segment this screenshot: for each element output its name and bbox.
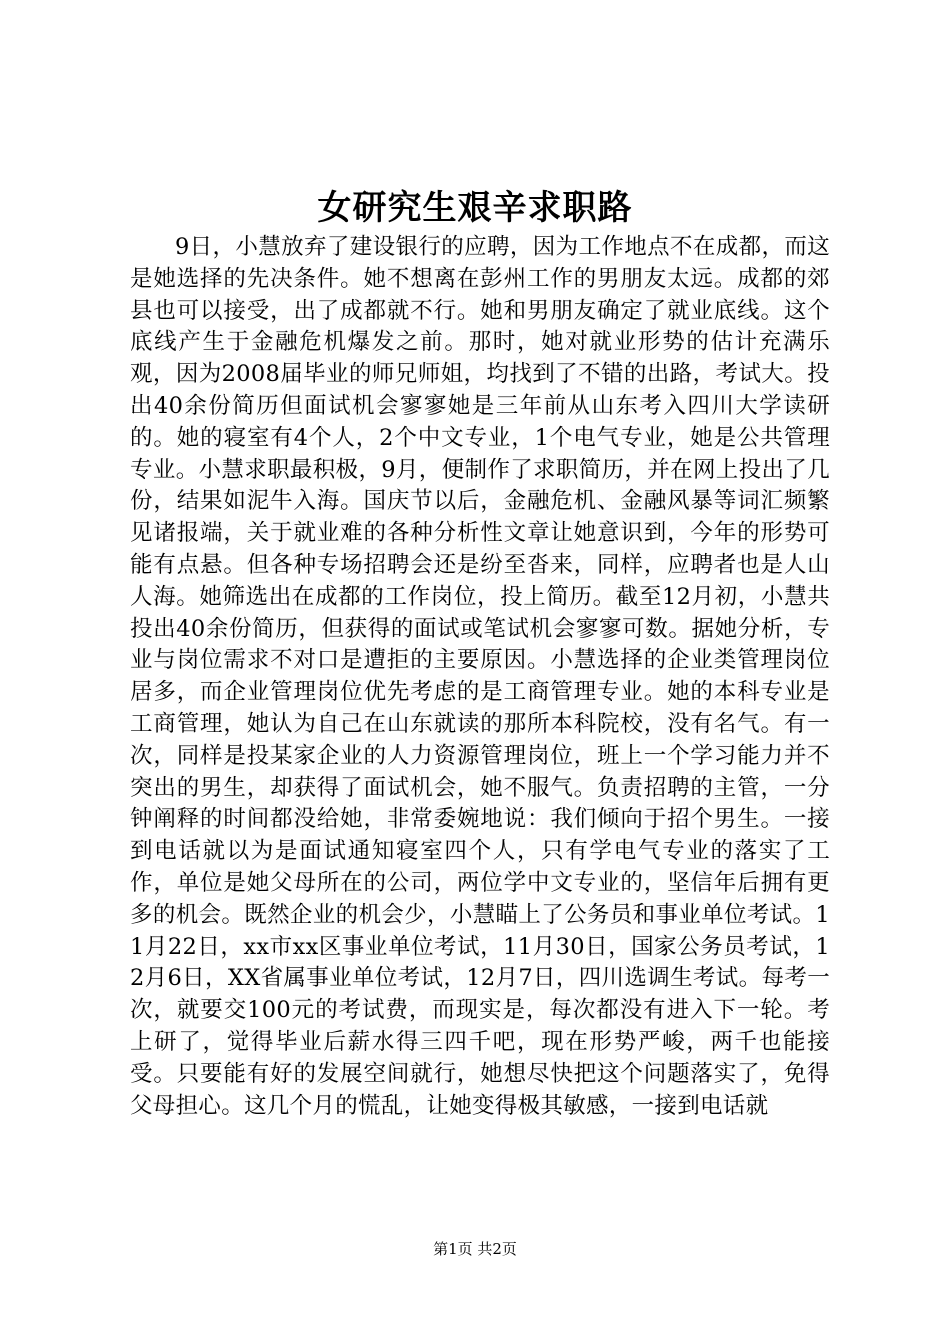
page-footer: 第1页 共2页 bbox=[433, 1240, 517, 1258]
body-paragraph: 9日，小慧放弃了建设银行的应聘，因为工作地点不在成都，而这是她选择的先决条件。她不想离在彭州工作的男朋友太远。成都的郊县也可以接受，出了成都就不行。她和男朋友确定了就业底线。这个底线产生于金融危机爆发之前。那时，她对就业形势的估计充满乐观，因为2008届毕业的师兄师姐，均找到了不错的出路，考试大。投出40余份简历但面试机会寥寥她是三年前从山东考入四川大学读研的。她的寝室有4个人，2个中文专业，1个电气专业，她是公共管理专业。小慧求职最积极，9月，便制作了求职简历，并在网上投出了几份，结果如泥牛入海。国庆节以后，金融危机、金融风暴等词汇频繁见诸报端，关于就业难的各种分析性文章让她意识到，今年的形势可能有点悬。但各种专场招聘会还是纷至沓来，同样，应聘者也是人山人海。她筛选出在成都的工作岗位，投上简历。截至12月初，小慧共投出40余份简历，但获得的面试或笔试机会寥寥可数。据她分析，专业与岗位需求不对口是遭拒的主要原因。小慧选择的企业类管理岗位居多，而企业管理岗位优先考虑的是工商管理专业。她的本科专业是工商管理，她认为自己在山东就读的那所本科院校，没有名气。有一次，同样是投某家企业的人力资源管理岗位，班上一个学习能力并不突出的男生，却获得了面试机会，她不服气。负责招聘的主管，一分钟阐释的时间都没给她，非常委婉地说：我们倾向于招个男生。一接到电话就以为是面试通知寝室四个人，只有学电气专业的落实了工作，单位是她父母所在的公司，两位学中文专业的，坚信年后拥有更多的机会。既然企业的机会少，小慧瞄上了公务员和事业单位考试。11月22日，xx市xx区事业单位考试，11月30日，国家公务员考试，12月6日，XX省属事业单位考试，12月7日，四川选调生考试。每考一次，就要交100元的考试费，而现实是，每次都没有进入下一轮。考上研了，觉得毕业后薪水得三四千吧，现在形势严峻，两千也能接受。只要能有好的发展空间就行，她想尽快把这个问题落实了，免得父母担心。这几个月的慌乱，让她变得极其敏感，一接到电话就 bbox=[130, 234, 830, 1119]
document-title: 女研究生艰辛求职路 bbox=[317, 188, 633, 228]
